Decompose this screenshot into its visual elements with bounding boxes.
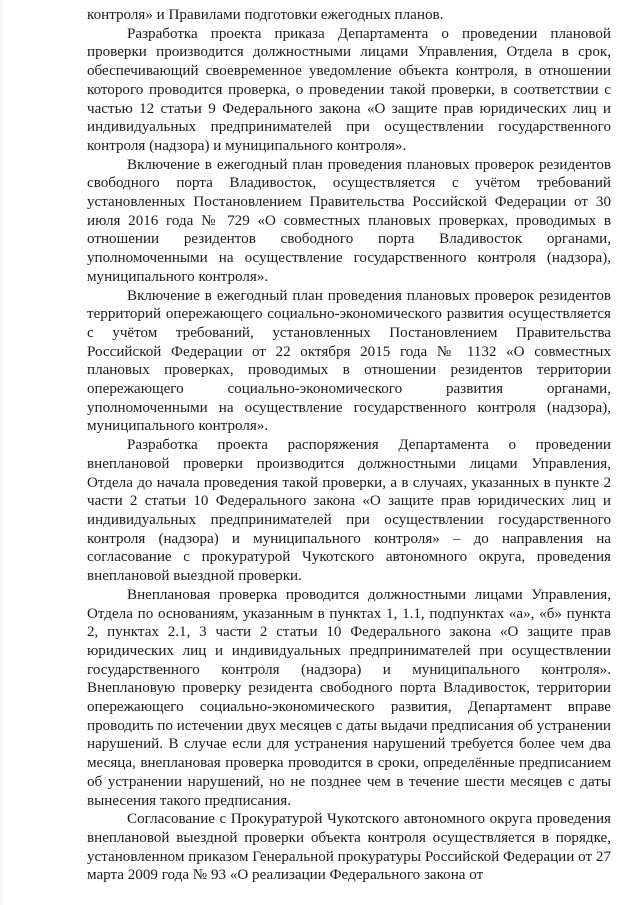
paragraph-prosecutor-approval: Согласование с Прокуратурой Чукотского автономного округа проведения внеплановой выездной проверки объекта контроля осуществляется в порядке, установленном приказом Генеральной прокуратуры Российской Федерации от 27 марта 2009 года № 93 «О реализации Федерального закона от bbox=[87, 811, 611, 884]
scan-edge-shadow bbox=[0, 0, 6, 905]
paragraph-order-development: Разработка проекта приказа Департамента о проведении плановой проверки производится должностными лицами Управления, Отдела в срок, обеспечивающий своевременное уведомление объекта контроля, в отношении которого проводится проверка, о проведении такой проверки, в соответствии с частью 12 статьи 9 Федерального закона «О защите прав юридических лиц и индивидуальных предпринимателей при осуществлении государственного контроля (надзора) и муниципального контроля». bbox=[87, 25, 611, 154]
paragraph-continuation: контроля» и Правилами подготовки ежегодных планов. bbox=[87, 7, 444, 23]
paragraph-advanced-development-territory: Включение в ежегодный план проведения плановых проверок резидентов территорий опережающего социально-экономического развития осуществляется с учётом требований, установленных Постановлением Правительства Российской Федерации от 22 октября 2015 года № 1132 «О совместных плановых проверках, проводимых в отношении резидентов территории опережающего социально-экономического развития органами, уполномоченными на осуществление государственного контроля (надзора), муниципального контроля». bbox=[87, 287, 611, 435]
document-body bbox=[87, 6, 611, 885]
paragraph-unscheduled-inspection-order: Разработка проекта распоряжения Департамента о проведении внеплановой проверки производится должностными лицами Управления, Отдела до начала проведения такой проверки, а в случаях, указанных в пункте 2 части 2 статьи 10 Федерального закона «О защите прав юридических лиц и индивидуальных предпринимателей при осуществлении государственного контроля (надзора) и муниципального контроля» – до направления на согласование с прокуратурой Чукотского автономного округа, проведения внеплановой выездной проверки. bbox=[87, 437, 611, 585]
paragraph-unscheduled-inspection-grounds: Внеплановая проверка проводится должностными лицами Управления, Отдела по основаниям, указанным в пунктах 1, 1.1, подпунктах «а», «б» пункта 2, пунктах 2.1, 3 части 2 статьи 10 Федерального закона «О защите прав юридических лиц и индивидуальных предпринимателей при осуществлении государственного контроля (надзора) и муниципального контроля». Внеплановую проверку резидента свободного порта Владивосток, территории опережающего социально-экономического развития, Департамент вправе проводить по истечении двух месяцев с даты выдачи предписания об устранении нарушений. В случае если для устранения нарушений требуется более чем два месяца, внеплановая проверка проводится в сроки, определённые предписанием об устранении нарушений, но не позднее чем в течение шести месяцев с даты вынесения такого предписания. bbox=[87, 586, 611, 809]
paragraph-free-port-vladivostok: Включение в ежегодный план проведения плановых проверок резидентов свободного порта Владивосток, осуществляется с учётом требований установленных Постановлением Правительства Российской Федерации от 30 июля 2016 года № 729 «О совместных плановых проверках, проводимых в отношении резидентов свободного порта Владивосток органами, уполномоченными на осуществление государственного контроля (надзора), муниципального контроля». bbox=[87, 156, 611, 285]
